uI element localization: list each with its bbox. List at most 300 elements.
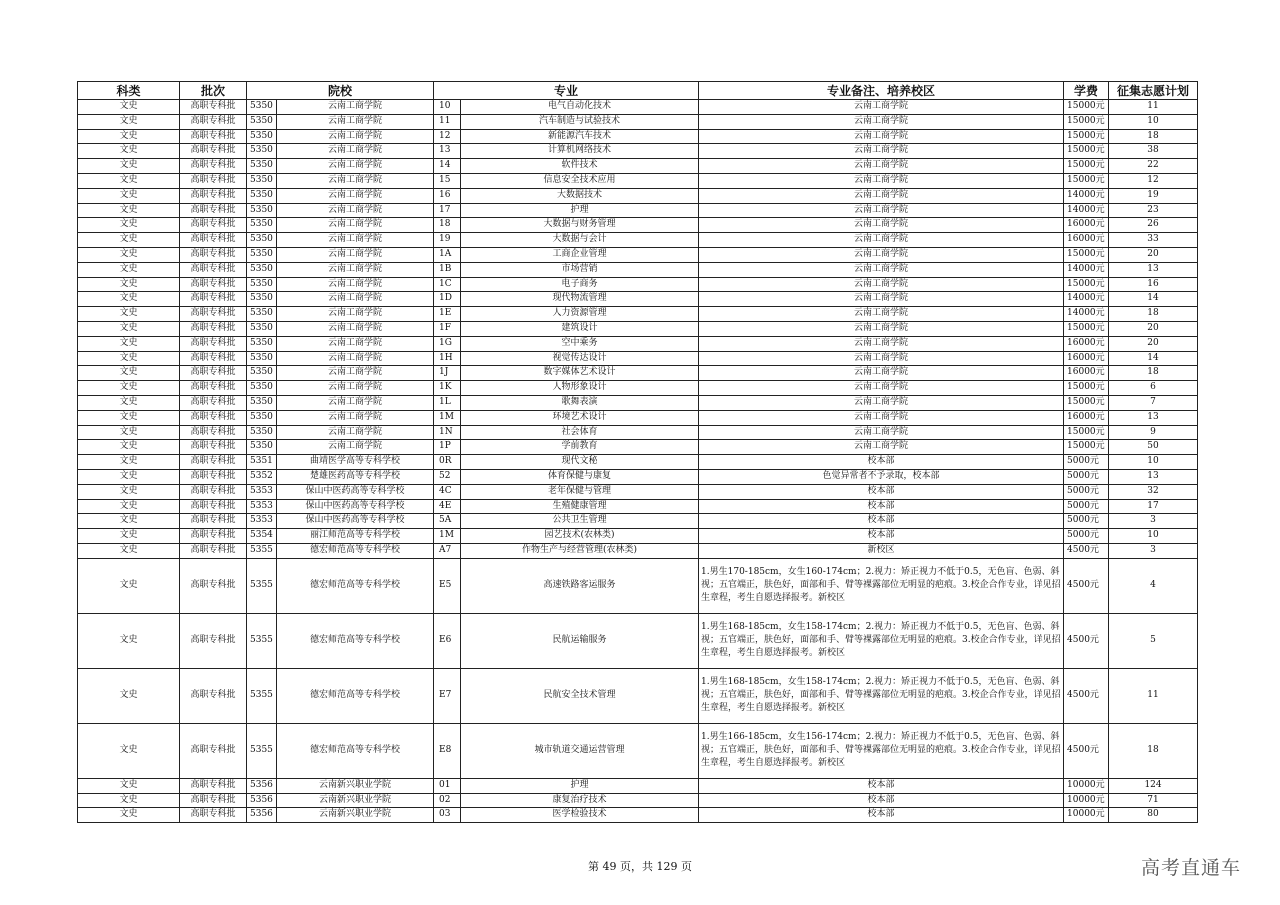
cell-notes: 云南工商学院 xyxy=(699,233,1064,248)
cell-batch: 高职专科批 xyxy=(180,808,247,823)
cell-tuition: 4500元 xyxy=(1064,613,1109,668)
cell-school-code: 5350 xyxy=(247,395,277,410)
cell-notes: 云南工商学院 xyxy=(699,114,1064,129)
cell-batch: 高职专科批 xyxy=(180,247,247,262)
table-row xyxy=(78,455,1198,470)
cell-school-code: 5350 xyxy=(247,366,277,381)
cell-major-code: 1N xyxy=(434,425,461,440)
cell-major-name: 护理 xyxy=(461,778,699,793)
cell-batch: 高职专科批 xyxy=(180,218,247,233)
cell-category: 文史 xyxy=(78,558,180,613)
cell-major-name: 大数据技术 xyxy=(461,188,699,203)
cell-major-code: 52 xyxy=(434,469,461,484)
cell-notes: 云南工商学院 xyxy=(699,277,1064,292)
cell-tuition: 10000元 xyxy=(1064,793,1109,808)
cell-school-code: 5350 xyxy=(247,262,277,277)
table-row xyxy=(78,808,1198,823)
cell-tuition: 16000元 xyxy=(1064,410,1109,425)
cell-major-name: 老年保健与管理 xyxy=(461,484,699,499)
table-row xyxy=(78,262,1198,277)
cell-notes: 云南工商学院 xyxy=(699,410,1064,425)
cell-notes: 1.男生170-185cm，女生160-174cm；2.视力：矫正视力不低于0.5，无色盲、色弱、斜视；五官端正，肤色好，面部和手、臂等裸露部位无明显的疤痕。3.校企合作专业，详见招生章程，考生自愿选择报考。新校区 xyxy=(699,558,1064,613)
cell-school-name: 云南工商学院 xyxy=(277,188,434,203)
cell-school-code: 5350 xyxy=(247,440,277,455)
cell-major-name: 建筑设计 xyxy=(461,321,699,336)
cell-batch: 高职专科批 xyxy=(180,455,247,470)
cell-major-name: 市场营销 xyxy=(461,262,699,277)
cell-category: 文史 xyxy=(78,425,180,440)
cell-category: 文史 xyxy=(78,778,180,793)
table-body xyxy=(78,100,1198,823)
cell-major-code: 1J xyxy=(434,366,461,381)
cell-tuition: 5000元 xyxy=(1064,455,1109,470)
cell-school-code: 5353 xyxy=(247,499,277,514)
cell-major-name: 高速铁路客运服务 xyxy=(461,558,699,613)
cell-school-code: 5350 xyxy=(247,203,277,218)
cell-school-code: 5350 xyxy=(247,307,277,322)
cell-category: 文史 xyxy=(78,100,180,115)
cell-major-name: 护理 xyxy=(461,203,699,218)
cell-notes: 云南工商学院 xyxy=(699,366,1064,381)
cell-plan: 5 xyxy=(1109,613,1198,668)
table-row xyxy=(78,351,1198,366)
cell-major-code: 1L xyxy=(434,395,461,410)
cell-plan: 9 xyxy=(1109,425,1198,440)
cell-batch: 高职专科批 xyxy=(180,668,247,723)
cell-batch: 高职专科批 xyxy=(180,277,247,292)
cell-tuition: 15000元 xyxy=(1064,129,1109,144)
table-row xyxy=(78,292,1198,307)
cell-school-name: 云南工商学院 xyxy=(277,381,434,396)
cell-notes: 色觉异常者不予录取，校本部 xyxy=(699,469,1064,484)
header-plan: 征集志愿计划 xyxy=(1109,82,1198,100)
cell-notes: 云南工商学院 xyxy=(699,292,1064,307)
cell-plan: 13 xyxy=(1109,262,1198,277)
cell-major-code: 1M xyxy=(434,529,461,544)
table-row xyxy=(78,514,1198,529)
cell-major-name: 社会体育 xyxy=(461,425,699,440)
table-row xyxy=(78,129,1198,144)
cell-tuition: 16000元 xyxy=(1064,351,1109,366)
cell-school-name: 曲靖医学高等专科学校 xyxy=(277,455,434,470)
cell-notes: 1.男生166-185cm，女生156-174cm；2.视力：矫正视力不低于0.5，无色盲、色弱、斜视；五官端正，肤色好，面部和手、臂等裸露部位无明显的疤痕。3.校企合作专业，详见招生章程，考生自愿选择报考。新校区 xyxy=(699,723,1064,778)
cell-tuition: 5000元 xyxy=(1064,514,1109,529)
cell-tuition: 15000元 xyxy=(1064,381,1109,396)
cell-school-name: 云南工商学院 xyxy=(277,114,434,129)
cell-notes: 云南工商学院 xyxy=(699,247,1064,262)
cell-plan: 13 xyxy=(1109,410,1198,425)
cell-plan: 12 xyxy=(1109,173,1198,188)
table-row xyxy=(78,366,1198,381)
cell-batch: 高职专科批 xyxy=(180,336,247,351)
cell-school-name: 云南工商学院 xyxy=(277,395,434,410)
cell-tuition: 16000元 xyxy=(1064,233,1109,248)
cell-plan: 13 xyxy=(1109,469,1198,484)
cell-major-code: 10 xyxy=(434,100,461,115)
cell-major-code: 5A xyxy=(434,514,461,529)
cell-category: 文史 xyxy=(78,514,180,529)
cell-plan: 23 xyxy=(1109,203,1198,218)
cell-school-code: 5355 xyxy=(247,543,277,558)
cell-school-name: 保山中医药高等专科学校 xyxy=(277,514,434,529)
watermark-logo: 高考直通车 xyxy=(1141,857,1242,879)
cell-major-code: 19 xyxy=(434,233,461,248)
cell-tuition: 14000元 xyxy=(1064,188,1109,203)
cell-plan: 71 xyxy=(1109,793,1198,808)
cell-notes: 云南工商学院 xyxy=(699,321,1064,336)
cell-notes: 云南工商学院 xyxy=(699,351,1064,366)
table-row xyxy=(78,173,1198,188)
cell-school-code: 5350 xyxy=(247,188,277,203)
cell-major-code: E5 xyxy=(434,558,461,613)
cell-batch: 高职专科批 xyxy=(180,613,247,668)
cell-plan: 20 xyxy=(1109,247,1198,262)
cell-notes: 校本部 xyxy=(699,499,1064,514)
cell-school-code: 5353 xyxy=(247,514,277,529)
cell-category: 文史 xyxy=(78,543,180,558)
cell-tuition: 15000元 xyxy=(1064,159,1109,174)
cell-school-code: 5351 xyxy=(247,455,277,470)
cell-category: 文史 xyxy=(78,484,180,499)
cell-category: 文史 xyxy=(78,321,180,336)
cell-notes: 校本部 xyxy=(699,455,1064,470)
cell-category: 文史 xyxy=(78,336,180,351)
cell-school-name: 保山中医药高等专科学校 xyxy=(277,484,434,499)
cell-tuition: 4500元 xyxy=(1064,668,1109,723)
cell-tuition: 14000元 xyxy=(1064,262,1109,277)
cell-school-code: 5350 xyxy=(247,247,277,262)
cell-notes: 校本部 xyxy=(699,808,1064,823)
cell-major-name: 现代文秘 xyxy=(461,455,699,470)
cell-school-name: 云南新兴职业学院 xyxy=(277,778,434,793)
cell-category: 文史 xyxy=(78,793,180,808)
cell-tuition: 10000元 xyxy=(1064,808,1109,823)
table-row xyxy=(78,114,1198,129)
cell-batch: 高职专科批 xyxy=(180,469,247,484)
cell-tuition: 5000元 xyxy=(1064,529,1109,544)
cell-notes: 1.男生168-185cm，女生158-174cm；2.视力：矫正视力不低于0.5，无色盲、色弱、斜视；五官端正，肤色好，面部和手、臂等裸露部位无明显的疤痕。3.校企合作专业，详见招生章程，考生自愿选择报考。新校区 xyxy=(699,613,1064,668)
cell-school-code: 5350 xyxy=(247,336,277,351)
cell-notes: 云南工商学院 xyxy=(699,336,1064,351)
cell-school-name: 云南工商学院 xyxy=(277,129,434,144)
cell-tuition: 15000元 xyxy=(1064,114,1109,129)
admission-plan-table xyxy=(77,81,1198,823)
header-school: 院校 xyxy=(247,82,434,100)
cell-major-name: 工商企业管理 xyxy=(461,247,699,262)
cell-plan: 26 xyxy=(1109,218,1198,233)
table-row xyxy=(78,381,1198,396)
cell-major-code: 1M xyxy=(434,410,461,425)
cell-batch: 高职专科批 xyxy=(180,484,247,499)
cell-school-code: 5355 xyxy=(247,723,277,778)
cell-category: 文史 xyxy=(78,723,180,778)
table-row xyxy=(78,307,1198,322)
cell-notes: 云南工商学院 xyxy=(699,425,1064,440)
table-row xyxy=(78,203,1198,218)
cell-major-code: 01 xyxy=(434,778,461,793)
cell-major-code: E6 xyxy=(434,613,461,668)
cell-plan: 10 xyxy=(1109,529,1198,544)
cell-tuition: 15000元 xyxy=(1064,277,1109,292)
cell-school-name: 云南工商学院 xyxy=(277,351,434,366)
table-row xyxy=(78,336,1198,351)
cell-school-code: 5350 xyxy=(247,129,277,144)
cell-school-name: 云南新兴职业学院 xyxy=(277,808,434,823)
table-row xyxy=(78,558,1198,613)
cell-major-code: 03 xyxy=(434,808,461,823)
cell-notes: 云南工商学院 xyxy=(699,262,1064,277)
cell-plan: 19 xyxy=(1109,188,1198,203)
cell-batch: 高职专科批 xyxy=(180,129,247,144)
cell-category: 文史 xyxy=(78,307,180,322)
cell-school-code: 5350 xyxy=(247,425,277,440)
cell-tuition: 15000元 xyxy=(1064,321,1109,336)
cell-batch: 高职专科批 xyxy=(180,262,247,277)
cell-school-code: 5355 xyxy=(247,613,277,668)
cell-major-code: 16 xyxy=(434,188,461,203)
cell-batch: 高职专科批 xyxy=(180,100,247,115)
cell-notes: 云南工商学院 xyxy=(699,395,1064,410)
cell-batch: 高职专科批 xyxy=(180,425,247,440)
cell-notes: 云南工商学院 xyxy=(699,203,1064,218)
cell-school-name: 保山中医药高等专科学校 xyxy=(277,499,434,514)
cell-school-name: 云南工商学院 xyxy=(277,159,434,174)
cell-category: 文史 xyxy=(78,395,180,410)
cell-tuition: 15000元 xyxy=(1064,440,1109,455)
table-row xyxy=(78,410,1198,425)
cell-batch: 高职专科批 xyxy=(180,395,247,410)
cell-batch: 高职专科批 xyxy=(180,233,247,248)
table-row xyxy=(78,793,1198,808)
cell-tuition: 10000元 xyxy=(1064,778,1109,793)
cell-major-code: 18 xyxy=(434,218,461,233)
cell-category: 文史 xyxy=(78,410,180,425)
cell-major-code: 4E xyxy=(434,499,461,514)
cell-major-name: 大数据与财务管理 xyxy=(461,218,699,233)
cell-notes: 云南工商学院 xyxy=(699,129,1064,144)
page-footer: 第 49 页，共 129 页 xyxy=(588,860,692,873)
cell-tuition: 14000元 xyxy=(1064,203,1109,218)
table-row xyxy=(78,499,1198,514)
table-row xyxy=(78,543,1198,558)
cell-major-name: 学前教育 xyxy=(461,440,699,455)
cell-batch: 高职专科批 xyxy=(180,159,247,174)
cell-category: 文史 xyxy=(78,114,180,129)
cell-category: 文史 xyxy=(78,203,180,218)
cell-school-code: 5353 xyxy=(247,484,277,499)
cell-notes: 云南工商学院 xyxy=(699,100,1064,115)
cell-major-name: 计算机网络技术 xyxy=(461,144,699,159)
cell-plan: 33 xyxy=(1109,233,1198,248)
cell-plan: 20 xyxy=(1109,321,1198,336)
cell-batch: 高职专科批 xyxy=(180,203,247,218)
table-row xyxy=(78,233,1198,248)
cell-school-code: 5350 xyxy=(247,218,277,233)
cell-batch: 高职专科批 xyxy=(180,723,247,778)
cell-category: 文史 xyxy=(78,159,180,174)
cell-school-code: 5354 xyxy=(247,529,277,544)
cell-notes: 云南工商学院 xyxy=(699,173,1064,188)
cell-notes: 校本部 xyxy=(699,778,1064,793)
cell-tuition: 16000元 xyxy=(1064,218,1109,233)
cell-school-name: 云南工商学院 xyxy=(277,247,434,262)
cell-category: 文史 xyxy=(78,613,180,668)
cell-category: 文史 xyxy=(78,247,180,262)
cell-plan: 32 xyxy=(1109,484,1198,499)
cell-school-name: 云南工商学院 xyxy=(277,410,434,425)
cell-notes: 校本部 xyxy=(699,484,1064,499)
cell-tuition: 4500元 xyxy=(1064,543,1109,558)
cell-major-name: 电气自动化技术 xyxy=(461,100,699,115)
cell-plan: 4 xyxy=(1109,558,1198,613)
cell-major-code: 13 xyxy=(434,144,461,159)
cell-batch: 高职专科批 xyxy=(180,793,247,808)
cell-school-name: 云南新兴职业学院 xyxy=(277,793,434,808)
cell-major-code: 1A xyxy=(434,247,461,262)
cell-batch: 高职专科批 xyxy=(180,514,247,529)
cell-major-code: 0R xyxy=(434,455,461,470)
header-batch: 批次 xyxy=(180,82,247,100)
cell-school-name: 云南工商学院 xyxy=(277,262,434,277)
cell-major-code: 1B xyxy=(434,262,461,277)
cell-category: 文史 xyxy=(78,351,180,366)
table-row xyxy=(78,440,1198,455)
cell-tuition: 15000元 xyxy=(1064,425,1109,440)
cell-major-code: 1P xyxy=(434,440,461,455)
cell-school-code: 5356 xyxy=(247,793,277,808)
cell-tuition: 15000元 xyxy=(1064,144,1109,159)
cell-tuition: 15000元 xyxy=(1064,100,1109,115)
cell-category: 文史 xyxy=(78,381,180,396)
cell-school-code: 5350 xyxy=(247,233,277,248)
cell-major-name: 民航运输服务 xyxy=(461,613,699,668)
cell-major-code: 1C xyxy=(434,277,461,292)
cell-category: 文史 xyxy=(78,218,180,233)
cell-major-code: 1E xyxy=(434,307,461,322)
cell-plan: 14 xyxy=(1109,292,1198,307)
cell-school-code: 5350 xyxy=(247,100,277,115)
cell-school-name: 云南工商学院 xyxy=(277,425,434,440)
cell-major-name: 城市轨道交通运营管理 xyxy=(461,723,699,778)
cell-tuition: 16000元 xyxy=(1064,366,1109,381)
cell-batch: 高职专科批 xyxy=(180,529,247,544)
table-row xyxy=(78,425,1198,440)
cell-school-name: 云南工商学院 xyxy=(277,144,434,159)
cell-plan: 18 xyxy=(1109,307,1198,322)
cell-notes: 云南工商学院 xyxy=(699,218,1064,233)
cell-major-code: 1F xyxy=(434,321,461,336)
cell-plan: 11 xyxy=(1109,668,1198,723)
cell-notes: 云南工商学院 xyxy=(699,159,1064,174)
cell-school-code: 5356 xyxy=(247,808,277,823)
cell-major-name: 民航安全技术管理 xyxy=(461,668,699,723)
cell-notes: 校本部 xyxy=(699,793,1064,808)
cell-plan: 38 xyxy=(1109,144,1198,159)
cell-school-name: 楚雄医药高等专科学校 xyxy=(277,469,434,484)
cell-category: 文史 xyxy=(78,233,180,248)
cell-school-name: 丽江师范高等专科学校 xyxy=(277,529,434,544)
cell-school-code: 5350 xyxy=(247,321,277,336)
cell-major-name: 软件技术 xyxy=(461,159,699,174)
cell-major-code: A7 xyxy=(434,543,461,558)
cell-school-name: 云南工商学院 xyxy=(277,292,434,307)
cell-batch: 高职专科批 xyxy=(180,144,247,159)
cell-category: 文史 xyxy=(78,188,180,203)
cell-plan: 10 xyxy=(1109,455,1198,470)
cell-major-name: 现代物流管理 xyxy=(461,292,699,307)
cell-category: 文史 xyxy=(78,277,180,292)
cell-batch: 高职专科批 xyxy=(180,440,247,455)
cell-major-code: 1D xyxy=(434,292,461,307)
cell-school-code: 5355 xyxy=(247,558,277,613)
cell-major-name: 新能源汽车技术 xyxy=(461,129,699,144)
cell-major-name: 大数据与会计 xyxy=(461,233,699,248)
cell-major-code: 02 xyxy=(434,793,461,808)
cell-major-code: 4C xyxy=(434,484,461,499)
cell-category: 文史 xyxy=(78,529,180,544)
cell-batch: 高职专科批 xyxy=(180,381,247,396)
cell-major-name: 视觉传达设计 xyxy=(461,351,699,366)
cell-school-name: 德宏师范高等专科学校 xyxy=(277,613,434,668)
table-row xyxy=(78,159,1198,174)
cell-school-code: 5350 xyxy=(247,144,277,159)
cell-school-code: 5350 xyxy=(247,114,277,129)
cell-notes: 云南工商学院 xyxy=(699,144,1064,159)
cell-school-name: 德宏师范高等专科学校 xyxy=(277,543,434,558)
cell-major-code: E8 xyxy=(434,723,461,778)
cell-category: 文史 xyxy=(78,469,180,484)
cell-major-code: 14 xyxy=(434,159,461,174)
cell-school-code: 5350 xyxy=(247,292,277,307)
table-row xyxy=(78,395,1198,410)
table-row xyxy=(78,100,1198,115)
cell-major-code: 15 xyxy=(434,173,461,188)
cell-notes: 1.男生168-185cm，女生158-174cm；2.视力：矫正视力不低于0.5，无色盲、色弱、斜视；五官端正，肤色好，面部和手、臂等裸露部位无明显的疤痕。3.校企合作专业，详见招生章程，考生自愿选择报考。新校区 xyxy=(699,668,1064,723)
cell-batch: 高职专科批 xyxy=(180,499,247,514)
cell-major-name: 人物形象设计 xyxy=(461,381,699,396)
cell-major-code: 12 xyxy=(434,129,461,144)
cell-major-name: 生殖健康管理 xyxy=(461,499,699,514)
header-tuition: 学费 xyxy=(1064,82,1109,100)
cell-tuition: 14000元 xyxy=(1064,307,1109,322)
cell-major-name: 汽车制造与试验技术 xyxy=(461,114,699,129)
table-row xyxy=(78,529,1198,544)
cell-plan: 124 xyxy=(1109,778,1198,793)
table-row xyxy=(78,484,1198,499)
cell-category: 文史 xyxy=(78,144,180,159)
cell-notes: 云南工商学院 xyxy=(699,307,1064,322)
cell-plan: 18 xyxy=(1109,129,1198,144)
cell-category: 文史 xyxy=(78,499,180,514)
cell-category: 文史 xyxy=(78,668,180,723)
cell-batch: 高职专科批 xyxy=(180,351,247,366)
header-major: 专业 xyxy=(434,82,699,100)
cell-plan: 80 xyxy=(1109,808,1198,823)
cell-school-code: 5350 xyxy=(247,410,277,425)
cell-batch: 高职专科批 xyxy=(180,188,247,203)
cell-category: 文史 xyxy=(78,455,180,470)
cell-major-name: 医学检验技术 xyxy=(461,808,699,823)
cell-plan: 14 xyxy=(1109,351,1198,366)
cell-tuition: 16000元 xyxy=(1064,336,1109,351)
cell-tuition: 5000元 xyxy=(1064,484,1109,499)
cell-tuition: 4500元 xyxy=(1064,558,1109,613)
cell-batch: 高职专科批 xyxy=(180,307,247,322)
table-row xyxy=(78,778,1198,793)
table-row xyxy=(78,469,1198,484)
cell-category: 文史 xyxy=(78,173,180,188)
table-header-row xyxy=(78,82,1198,100)
